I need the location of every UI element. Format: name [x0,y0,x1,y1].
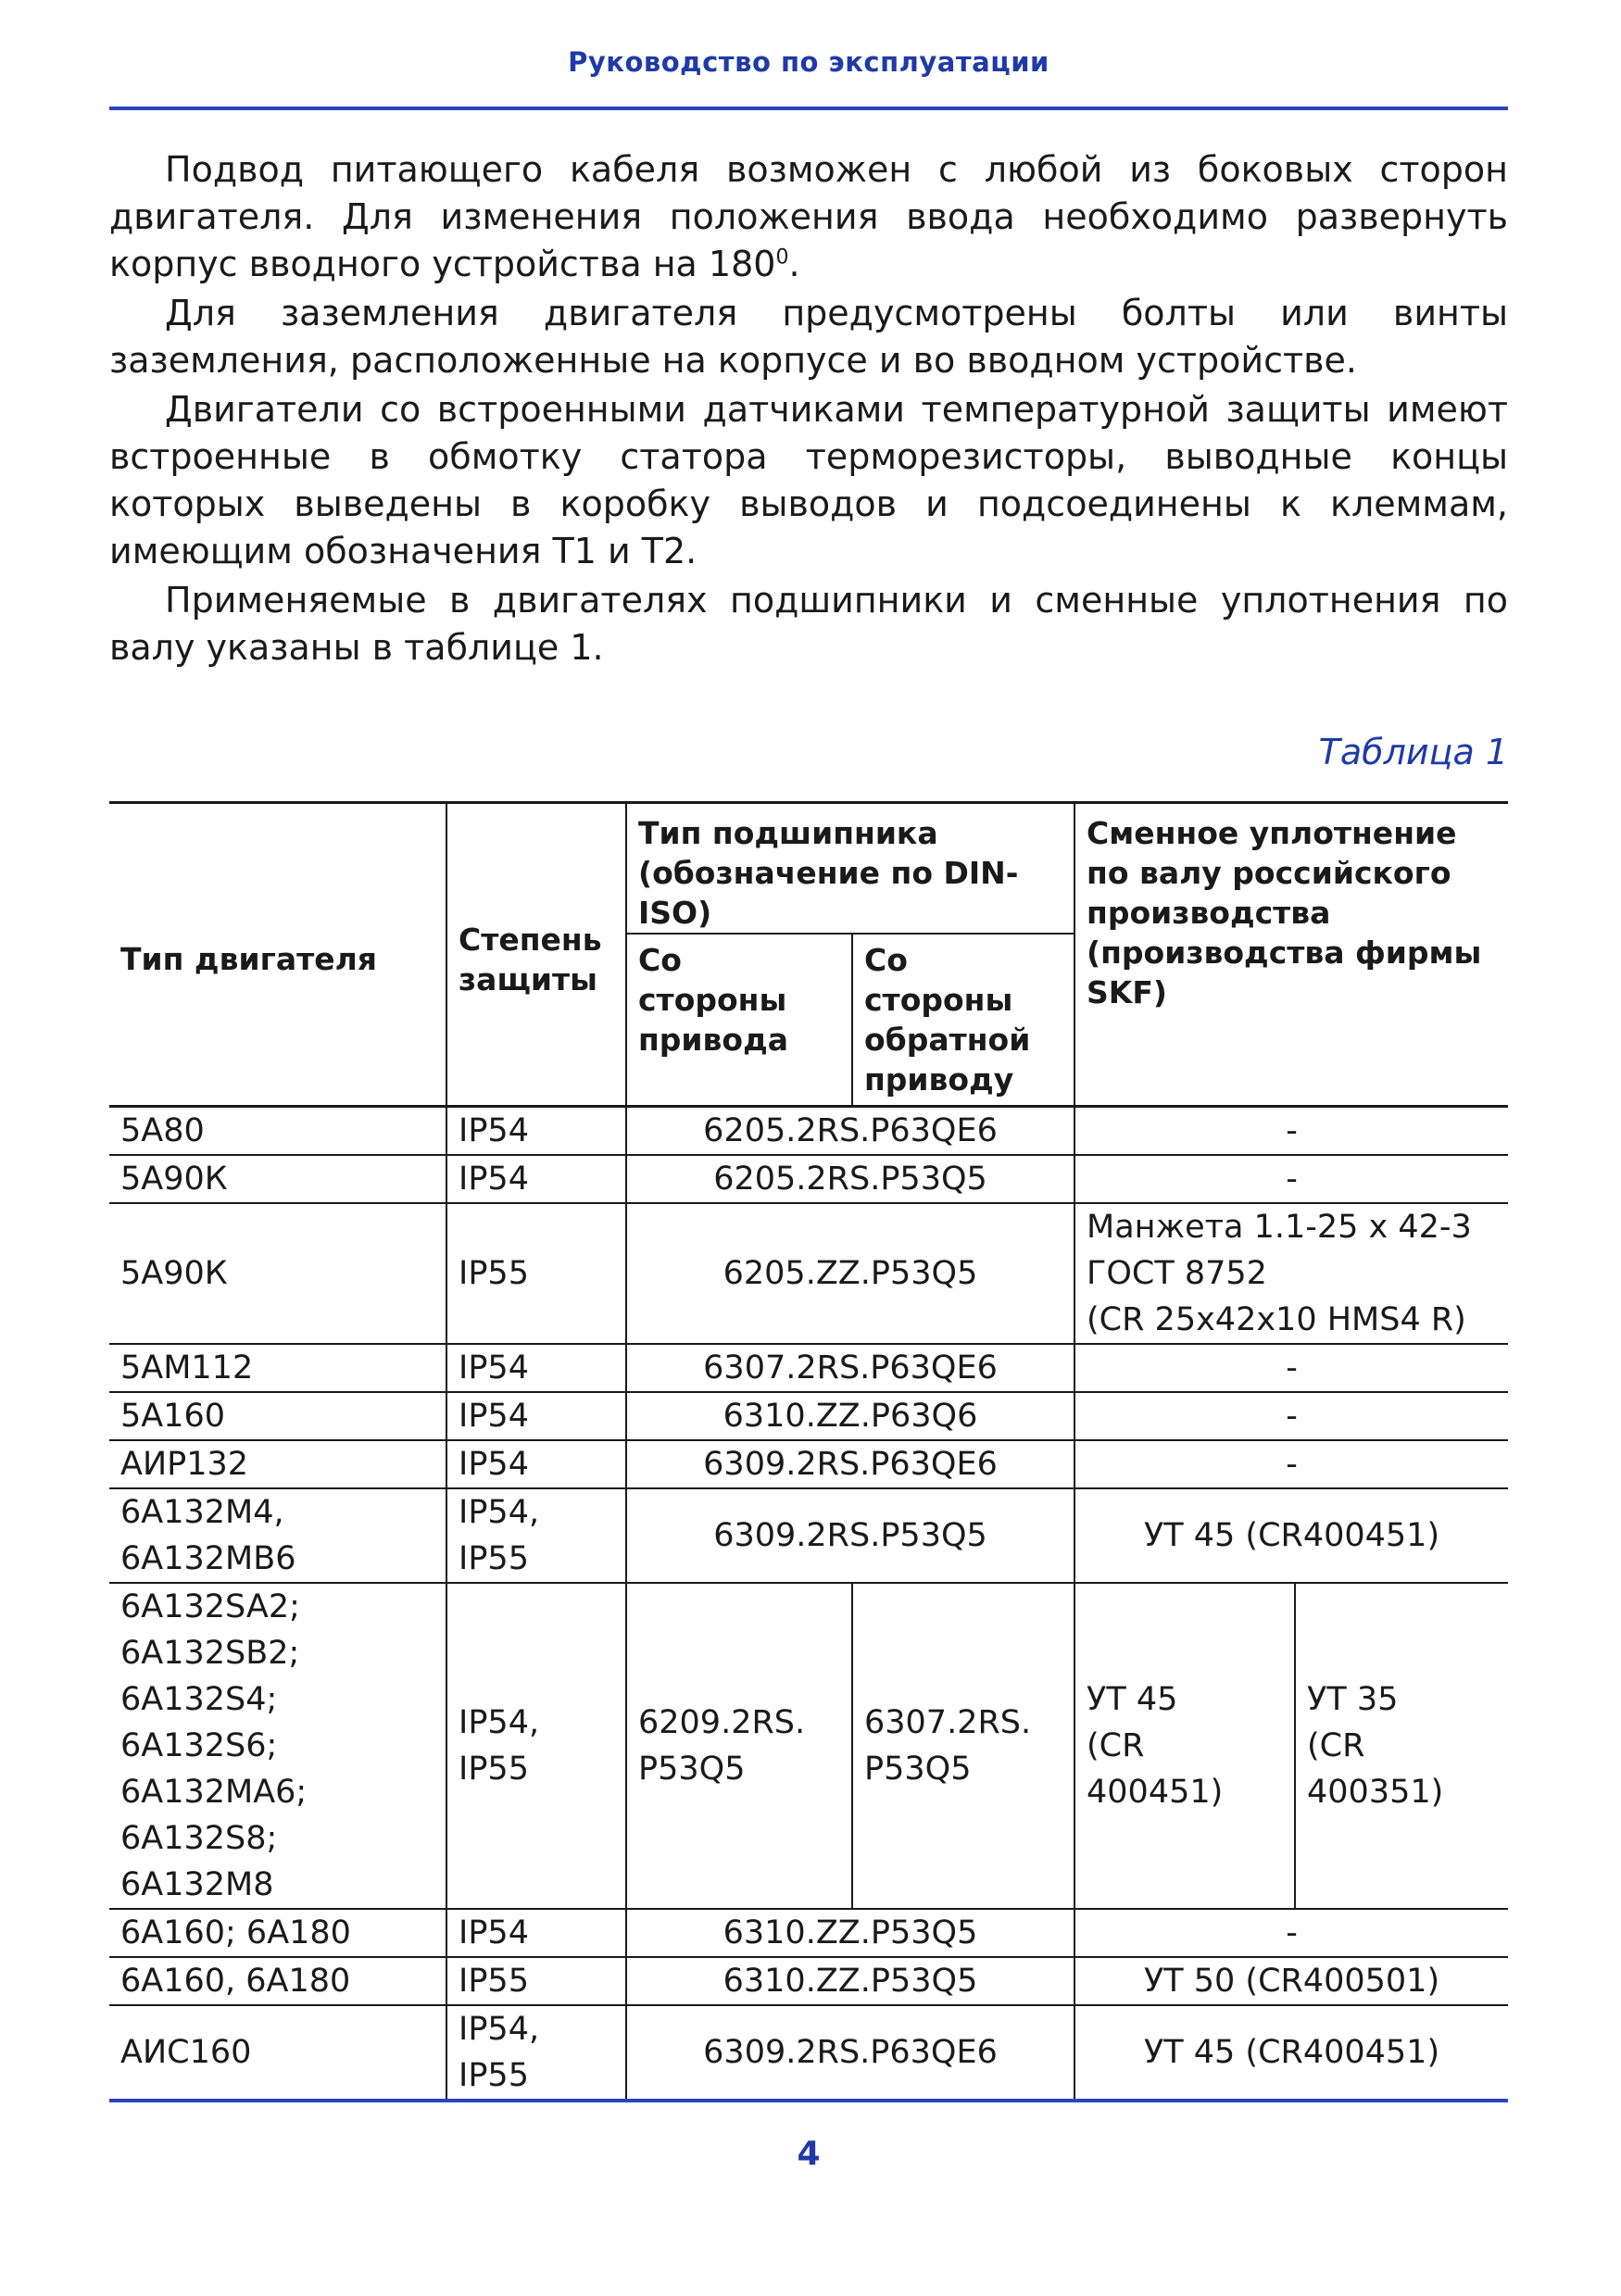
opp-line: 6307.2RS. [864,1704,1032,1741]
page-number: 4 [797,2135,821,2173]
cell-seal: - [1074,1392,1508,1440]
cell-motor: 6А132М4, 6А132МВ6 [109,1488,446,1583]
ip-line: IP55 [459,1750,529,1788]
cell-bearing: 6310.ZZ.P53Q5 [626,1957,1074,2005]
cell-ip: IP54 [446,1107,626,1156]
cell-motor: 5А90К [109,1203,446,1344]
cell-bearing: 6307.2RS.P63QE6 [626,1344,1074,1392]
cell-seal-a [1074,1583,1295,1909]
cell-ip: IP54 [446,1392,626,1440]
cell-ip: IP55 [446,1203,626,1344]
cell-ip: IP54 [446,1155,626,1203]
ip-line: IP54, [459,1704,540,1741]
footer-divider [109,2099,1508,2102]
seal-line: Манжета 1.1-25 х 42-3 [1087,1209,1472,1246]
drive-line: P53Q5 [638,1750,746,1788]
header-protection: Степень защиты [446,803,626,1107]
table-row [109,1583,1508,1909]
cell-bearing-opposite [852,1583,1074,1909]
table-row [109,2005,1508,2099]
motor-line: 6А132МА6; 6А132S8; [120,1774,308,1857]
cell-ip: IP54 [446,1344,626,1392]
paragraph-grounding: Для заземления двигателя предусмотрены болты или винты заземления, расположенные на корпусе и во вводном устройстве. [109,293,1508,381]
cell-motor: АИС160 [120,2034,252,2071]
cell-bearing: 6310.ZZ.P63Q6 [626,1392,1074,1440]
header-motor-type: Тип двигателя [109,803,446,1107]
cell-ip: IP54 [446,1909,626,1957]
header-bearing-type: Тип подшипника (обозначение по DIN-ISO) [626,803,1074,935]
table-row [109,1107,1508,1156]
cell-bearing: 6309.2RS.P53Q5 [626,1488,1074,1583]
cell-seal: УТ 50 (CR400501) [1074,1957,1508,2005]
seal-line: (CR 400451) [1087,1727,1224,1811]
paragraph-text: Подвод питающего кабеля возможен с любой из боковых сторон двигателя. Для изменения положения ввода необходимо развернуть корпус вводного устройства на 180 [109,149,1508,284]
paragraph-cable-entry [109,146,1508,288]
header-divider [109,107,1508,110]
cell-motor: 5А80 [109,1107,446,1156]
table-row [109,1392,1508,1440]
cell-bearing: 6309.2RS.P63QE6 [626,1440,1074,1488]
table-row [109,1440,1508,1488]
cell-bearing-drive [626,1583,852,1909]
cell-seal: - [1074,1344,1508,1392]
ip-line: IP55 [459,1540,529,1577]
cell-seal: УТ 45 (CR400451) [1074,1488,1508,1583]
cell-bearing: 6309.2RS.P63QE6 [626,2005,1074,2099]
cell-seal: - [1074,1909,1508,1957]
motor-line: 6А132S4; 6А132S6; [120,1681,278,1764]
cell-motor: 6А160, 6А180 [109,1957,446,2005]
seal-line: (CR 25x42x10 HMS4 R) [1087,1301,1466,1338]
header-seal: Сменное уплотнение по валу российского производства (производства фирмы SKF) [1074,803,1508,1107]
body-text [109,146,1508,673]
cell-seal-b [1295,1583,1508,1909]
page-header-title: Руководство по эксплуатации [568,46,1049,78]
table-row [109,1155,1508,1203]
ip-line: IP54, [459,1494,540,1531]
table-row [109,1909,1508,1957]
cell-seal: - [1074,1440,1508,1488]
ip-line: IP54, [459,2011,540,2048]
paragraph-end: . [788,244,800,284]
cell-ip: IP54 [446,1440,626,1488]
cell-bearing: 6205.ZZ.P53Q5 [626,1203,1074,1344]
cell-motor: АИР132 [109,1440,446,1488]
degree-superscript: 0 [775,245,789,270]
motor-line: 6А132М8 [120,1866,274,1903]
cell-motor: 5А90К [109,1155,446,1203]
cell-ip [446,1583,626,1909]
seal-line: УТ 45 [1087,1681,1178,1718]
cell-ip [446,1488,626,1583]
ip-line: IP55 [459,2057,529,2094]
header-opposite-side: Со стороны обратной приводу [852,934,1074,1107]
cell-ip: IP55 [446,1957,626,2005]
drive-line: 6209.2RS. [638,1704,806,1741]
cell-seal: - [1074,1155,1508,1203]
cell-bearing: 6310.ZZ.P53Q5 [626,1909,1074,1957]
table-row [109,1488,1508,1583]
seal-line: (CR 400351) [1307,1727,1444,1811]
cell-motor: 6А160; 6А180 [109,1909,446,1957]
table-row [109,1203,1508,1344]
motor-line: 6А132SA2; 6А132SB2; [120,1588,300,1672]
cell-motor: 5АМ112 [109,1344,446,1392]
cell-motor: 5А160 [109,1392,446,1440]
bearings-table [109,801,1508,2099]
table-row [109,1957,1508,2005]
cell-ip [446,2005,626,2099]
paragraph-bearings-ref: Применяемые в двигателях подшипники и сменные уплотнения по валу указаны в таблице 1. [109,580,1508,668]
table-caption: Таблица 1 [1318,732,1508,772]
opp-line: P53Q5 [864,1750,972,1788]
cell-seal: УТ 45 (CR400451) [1074,2005,1508,2099]
cell-seal: - [1074,1107,1508,1156]
seal-line: УТ 35 [1307,1681,1399,1718]
cell-bearing: 6205.2RS.P63QE6 [626,1107,1074,1156]
table-row [109,1344,1508,1392]
cell-bearing: 6205.2RS.P53Q5 [626,1155,1074,1203]
cell-seal [1074,1203,1508,1344]
header-drive-side: Со стороны привода [626,934,852,1107]
cell-motor [109,1583,446,1909]
seal-line: ГОСТ 8752 [1087,1255,1267,1292]
paragraph-thermal-protection: Двигатели со встроенными датчиками температурной защиты имеют встроенные в обмотку статора терморезисторы, выводные концы которых выведены в коробку выводов и подсоединены к клеммам, имеющим обозначения Т1 и Т2. [109,389,1508,571]
